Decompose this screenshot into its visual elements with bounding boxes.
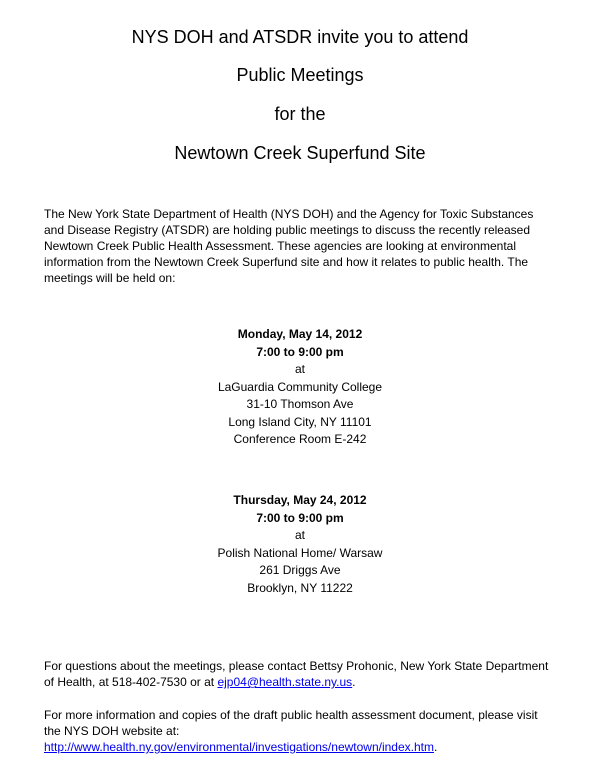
meeting-1-venue: LaGuardia Community College <box>217 379 383 394</box>
website-paragraph <box>44 707 574 755</box>
intro-line-5: meetings will be held on: <box>44 271 176 285</box>
meeting-1-date: Monday, May 14, 2012 <box>237 327 363 341</box>
contact-line-2 <box>44 674 574 690</box>
meeting-2-city: Brooklyn, NY 11222 <box>247 580 353 595</box>
intro-line-3: Newtown Creek Public Health Assessment. These agencies are looking at environmental <box>44 239 517 253</box>
intro-line-1: The New York State Department of Health (NYS DOH) and the Agency for Toxic Substances <box>44 207 534 221</box>
title-line-3: for the <box>274 104 326 124</box>
contact-paragraph <box>44 658 574 690</box>
contact-line-2-suffix: . <box>352 675 356 689</box>
website-line-2: the NYS DOH website at: <box>44 724 180 738</box>
meeting-1-time: 7:00 to 9:00 pm <box>256 344 344 359</box>
meeting-2 <box>0 492 600 597</box>
meeting-1-room: Conference Room E-242 <box>233 432 367 446</box>
contact-line-1: For questions about the meetings, please contact Bettsy Prohonic, New York State Department <box>44 659 549 673</box>
meeting-2-time: 7:00 to 9:00 pm <box>256 510 344 525</box>
website-url-link[interactable]: http://www.health.ny.gov/environmental/investigations/newtown/index.htm <box>44 740 434 754</box>
intro-line-4: information from the Newtown Creek Superfund site and how it relates to public health. The <box>44 255 529 269</box>
meeting-1-at: at <box>294 362 305 376</box>
contact-email-link[interactable]: ejp04@health.state.ny.us <box>217 675 353 689</box>
meeting-2-venue: Polish National Home/ Warsaw <box>217 545 383 560</box>
meeting-1 <box>0 326 600 449</box>
contact-line-2-prefix: of Health, at 518-402-7530 or at <box>44 675 218 689</box>
meeting-2-date: Thursday, May 24, 2012 <box>233 493 367 507</box>
meeting-1-city: Long Island City, NY 11101 <box>228 414 372 429</box>
title-line-1: NYS DOH and ATSDR invite you to attend <box>131 27 469 47</box>
website-line-1: For more information and copies of the draft public health assessment document, please visit <box>44 708 538 722</box>
website-url-suffix: . <box>434 740 438 754</box>
website-line-3 <box>44 739 574 755</box>
intro-paragraph <box>44 206 564 286</box>
meeting-2-at: at <box>294 528 305 542</box>
intro-line-2: and Disease Registry (ATSDR) are holding public meetings to discuss the recently released <box>44 223 531 237</box>
title-line-2: Public Meetings <box>236 65 364 85</box>
title-line-4: Newtown Creek Superfund Site <box>174 143 426 163</box>
meeting-2-street: 261 Driggs Ave <box>259 563 341 577</box>
meeting-1-street: 31-10 Thomson Ave <box>246 397 354 411</box>
